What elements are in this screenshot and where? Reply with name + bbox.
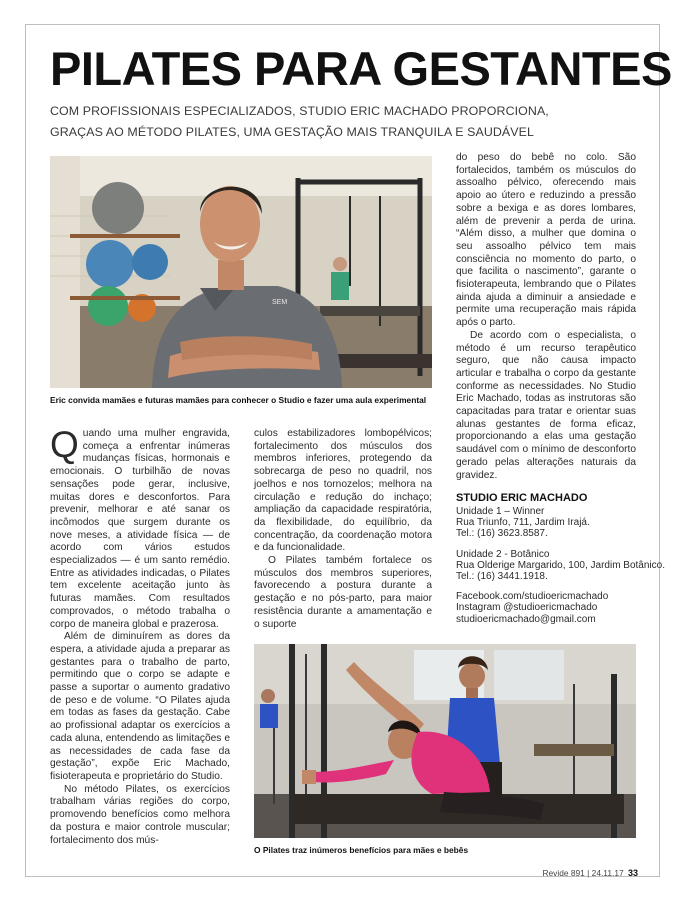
unit-name: Unidade 2 - Botânico — [456, 548, 550, 560]
photo-caption: Eric convida mamães e futuras mamães para conhecer o Studio e fazer uma aula experimental — [50, 395, 427, 405]
page-footer — [542, 868, 638, 878]
article-column-3 — [456, 152, 636, 482]
unit-1 — [456, 506, 641, 540]
article-title: PILATES PARA GESTANTES — [50, 42, 672, 95]
studio-name: STUDIO ERIC MACHADO — [456, 492, 588, 504]
unit-phone: Tel.: (16) 3623.8587. — [456, 528, 548, 540]
unit-phone: Tel.: (16) 3441.1918. — [456, 571, 548, 583]
pilates-class-photo — [254, 644, 636, 838]
facebook-link[interactable]: Facebook.com/studioericmachado — [456, 591, 609, 603]
paragraph: uando uma mulher engravida, começa a enfrentar inúmeras mudanças físicas, hormonais e emocionais. O turbilhão de novas sensações pode gerar, inclusive, muitas dores e desconfortos. Para prevenir, melhorar e até sanar os incômodos que surgem durante os nove meses, a atividade física — de acordo com vários estudos especializados — é um santo remédio. Entre as atividades indicadas, o Pilates tem excelente aceitação junto às futuras mamães. Com resultados comprovados, o método trabalha o corpo de maneira global e prazerosa. — [50, 428, 230, 630]
paragraph: Além de diminuírem as dores da espera, a atividade ajuda a preparar as gestantes para o trabalho de parto, permitindo que o corpo se adapte e passe a suportar o aumento gradativo de peso e de volume. “O Pilates ajuda em todas as fases da gestação. Cabe ao profissional adaptar os exercícios a cada aluna, entendendo as limitações e as necessidades de cada fase da gestação”, expõe Eric Machado, fisioterapeuta e proprietário do Studio. — [50, 631, 230, 782]
paragraph: O Pilates também fortalece os músculos dos membros superiores, favorecendo a postura durante a gestação e no pós-parto, para maior resistência durante a amamentação e o suporte — [254, 555, 432, 630]
article-subtitle — [50, 101, 650, 143]
pilates-class-illustration — [254, 644, 636, 838]
svg-text:SEM: SEM — [272, 299, 288, 306]
subtitle-line: GRAÇAS AO MÉTODO PILATES, UMA GESTAÇÃO MAIS TRANQUILA E SAUDÁVEL — [50, 125, 535, 139]
paragraph: De acordo com o especialista, o método é um recurso terapêutico seguro, que não causa impacto articular e trabalha o corpo da gestante conforme as necessidades. No Studio Eric Machado, todas as instrutoras são capacitadas para tratar e orientar suas alunas gestantes de forma eficaz, proporcionando a elas uma gestação saudável com o mínimo de desconforto gerado pelas alterações naturais da gravidez. — [456, 329, 636, 481]
article-column-1 — [50, 424, 230, 847]
email-link[interactable]: studioericmachado@gmail.com — [456, 613, 596, 625]
drop-cap: Q — [50, 424, 79, 465]
issue-label: Revide 891 | 24.11.17 — [542, 868, 624, 878]
unit-2 — [456, 548, 665, 583]
page-number: 33 — [627, 868, 638, 878]
article-column-2 — [254, 428, 432, 631]
photo-caption: O Pilates traz inúmeros benefícios para mães e bebês — [254, 845, 469, 855]
unit-address: Rua Olderige Margarido, 100, Jardim Botânico. — [456, 559, 665, 571]
unit-name: Unidade 1 – Winner — [456, 506, 545, 517]
studio-contact-info — [456, 492, 665, 625]
instructor-photo-illustration — [50, 156, 432, 388]
paragraph: No método Pilates, os exercícios trabalham várias regiões do corpo, promovendo benefícios como melhora da postura e maior controle muscular; fortalecimento dos mús- — [50, 783, 230, 846]
unit-address: Rua Triunfo, 711, Jardim Irajá. — [456, 517, 590, 529]
subtitle-line: COM PROFISSIONAIS ESPECIALIZADOS, STUDIO ERIC MACHADO PROPORCIONA, — [50, 104, 549, 118]
paragraph: do peso do bebê no colo. São fortalecidos, também os músculos do assoalho pélvico, oferecendo mais apoio ao útero e reduzindo a pressão sobre a bexiga e as dores lombares, além de prevenir a perda de urina. “Além disso, a mulher que domina o seu assoalho pélvico tem mais consciência no momento do parto, o que facilita o nascimento”, garante o fisioterapeuta, lembrando que o Pilates ainda ajuda a diminuir a ansiedade e permite uma recuperação mais rápida após o parto. — [456, 152, 636, 329]
social-contacts — [456, 591, 641, 625]
paragraph: culos estabilizadores lombopélvicos; fortalecimento dos músculos dos membros inferiores, protegendo da sobrecarga de peso no quadril, nos joelhos e nos tornozelos; melhora na circulação e redução do inchaço; ampliação da capacidade respiratória, da flexibilidade, do equilíbrio, da concentração, da coordenação motora e da funcionalidade. — [254, 428, 432, 554]
instructor-photo — [50, 156, 432, 388]
instagram-link[interactable]: Instagram @studioericmachado — [456, 602, 598, 614]
